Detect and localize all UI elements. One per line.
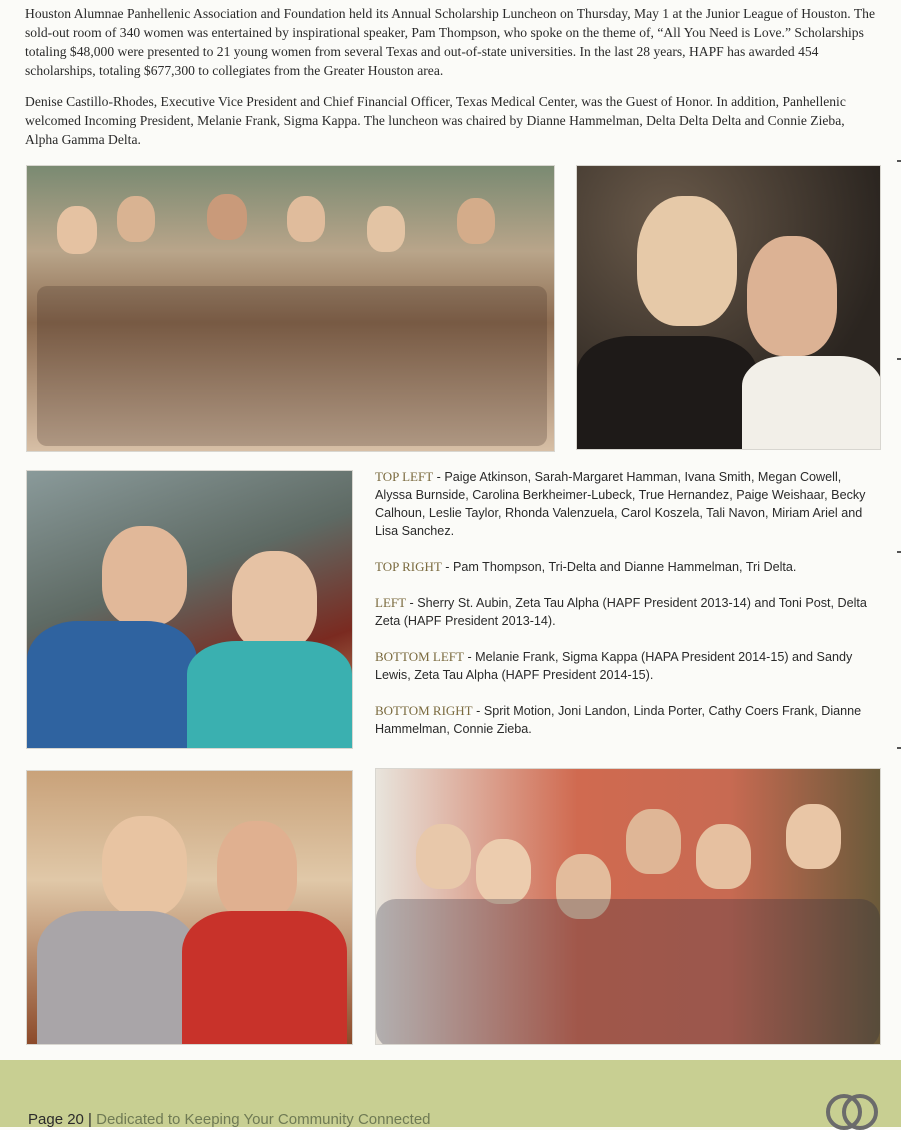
photo-top-left (26, 165, 555, 452)
intro-paragraph-2: Denise Castillo-Rhodes, Executive Vice President and Chief Financial Officer, Texas Medical Center, was the Guest of Honor. In addition, Panhellenic welcomed Incoming President, Melanie Frank, Sigma Kappa. The luncheon was chaired by Dianne Hammelman, Delta Delta Delta and Connie Zieba, Alpha Gamma Delta. (25, 94, 846, 147)
caption-key: BOTTOM LEFT (375, 649, 464, 664)
caption-text: - Pam Thompson, Tri-Delta and Dianne Hammelman, Tri Delta. (441, 560, 797, 574)
footer-tagline: Dedicated to Keeping Your Community Connected (96, 1111, 431, 1128)
photo-top-right (576, 165, 881, 450)
caption-key: LEFT (375, 595, 407, 610)
caption-top-right (375, 558, 875, 576)
page-edge-mark (897, 160, 901, 162)
photo-captions (375, 468, 875, 756)
page-edge-mark (897, 358, 901, 360)
page-footer (28, 1111, 431, 1128)
caption-key: TOP RIGHT (375, 559, 442, 574)
page-number: Page 20 (28, 1111, 84, 1128)
footer-separator: | (83, 1111, 97, 1128)
caption-bottom-right (375, 702, 875, 738)
caption-text: - Sherry St. Aubin, Zeta Tau Alpha (HAPF President 2013-14) and Toni Post, Delta Zeta (HAPF President 2013-14). (375, 596, 867, 628)
caption-key: BOTTOM RIGHT (375, 703, 473, 718)
caption-key: TOP LEFT (375, 469, 434, 484)
photo-bottom-left (26, 770, 353, 1045)
publication-logo-icon (822, 1090, 882, 1130)
intro-paragraph-1: Houston Alumnae Panhellenic Association and Foundation held its Annual Scholarship Luncheon on Thursday, May 1 at the Junior League of Houston. The sold-out room of 340 women was entertained by inspirational speaker, Pam Thompson, who spoke on the theme of, “All You Need is Love.” Scholarships totaling $48,000 were presented to 21 young women from several Texas and out-of-state universities. In the last 28 years, HAPF has awarded 454 scholarships, totaling $677,300 to collegiates from the Greater Houston area. (25, 6, 875, 78)
caption-top-left (375, 468, 875, 540)
caption-text: - Sprit Motion, Joni Landon, Linda Porter, Cathy Coers Frank, Dianne Hammelman, Connie Zieba. (375, 704, 862, 736)
caption-text: - Melanie Frank, Sigma Kappa (HAPA President 2014-15) and Sandy Lewis, Zeta Tau Alpha (HAPF President 2014-15). (375, 650, 853, 682)
photo-bottom-right (375, 768, 881, 1045)
caption-bottom-left (375, 648, 875, 684)
photo-left (26, 470, 353, 749)
caption-text: - Paige Atkinson, Sarah-Margaret Hamman, Ivana Smith, Megan Cowell, Alyssa Burnside, Carolina Berkheimer-Lubeck, True Hernandez, Paige Weishaar, Becky Calhoun, Leslie Taylor, Rhonda Valenzuela, Carol Koszela, Tali Navon, Miriam Ariel and Lisa Sanchez. (375, 470, 866, 538)
page-edge-mark (897, 551, 901, 553)
page-edge-mark (897, 747, 901, 749)
article-intro (25, 4, 880, 161)
caption-left (375, 594, 875, 630)
